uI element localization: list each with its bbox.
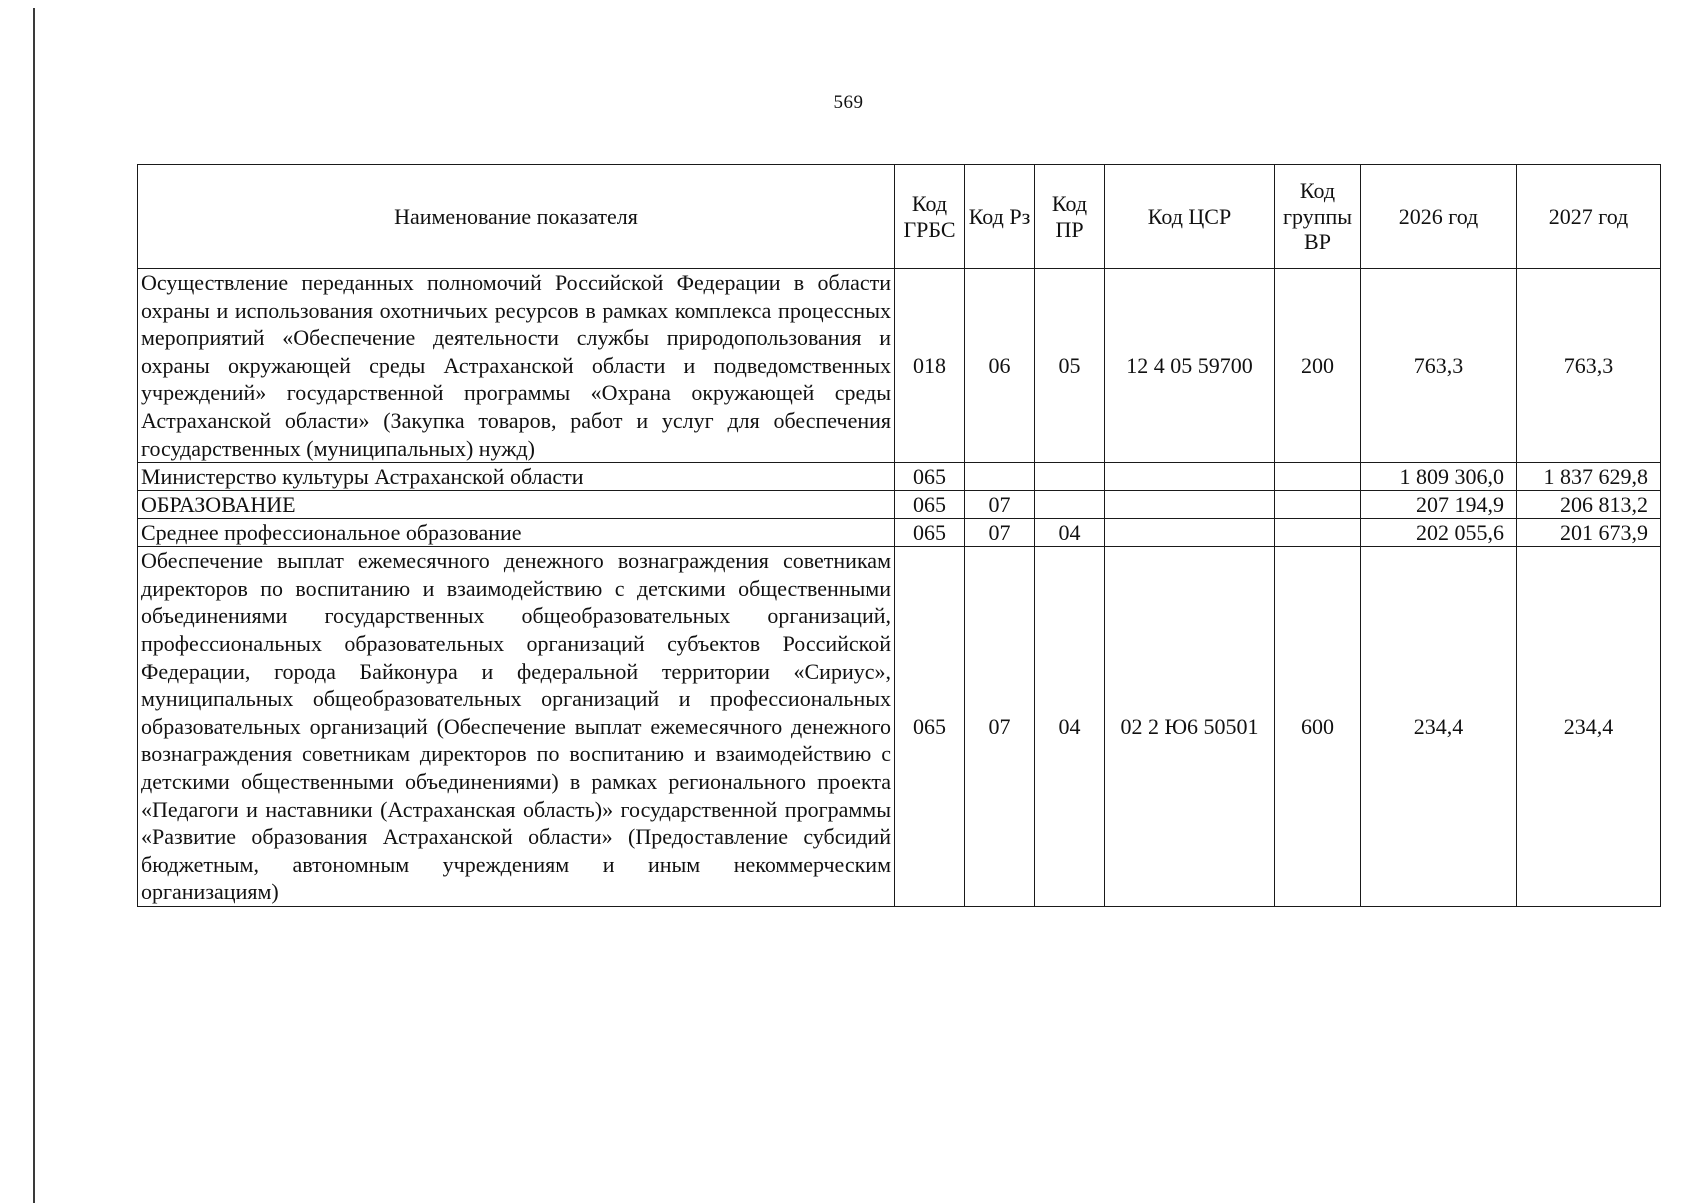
row-csr xyxy=(1105,491,1275,519)
table-row xyxy=(138,463,1661,491)
row-grbs: 018 xyxy=(895,269,965,463)
table-row xyxy=(138,547,1661,907)
row-csr: 12 4 05 59700 xyxy=(1105,269,1275,463)
row-2026: 763,3 xyxy=(1361,269,1517,463)
row-grbs: 065 xyxy=(895,519,965,547)
row-2027: 201 673,9 xyxy=(1517,519,1661,547)
row-vr: 200 xyxy=(1275,269,1361,463)
row-name: Министерство культуры Астраханской области xyxy=(138,463,895,491)
row-2026: 234,4 xyxy=(1361,547,1517,907)
header-rz: Код Рз xyxy=(965,165,1035,269)
row-name: Среднее профессиональное образование xyxy=(138,519,895,547)
table-row xyxy=(138,519,1661,547)
page-number: 569 xyxy=(833,92,864,113)
row-rz xyxy=(965,463,1035,491)
row-2027: 763,3 xyxy=(1517,269,1661,463)
row-rz: 06 xyxy=(965,269,1035,463)
row-2026: 202 055,6 xyxy=(1361,519,1517,547)
row-grbs: 065 xyxy=(895,491,965,519)
row-2027: 206 813,2 xyxy=(1517,491,1661,519)
header-csr: Код ЦСР xyxy=(1105,165,1275,269)
row-2027: 1 837 629,8 xyxy=(1517,463,1661,491)
row-rz: 07 xyxy=(965,547,1035,907)
row-vr xyxy=(1275,491,1361,519)
row-vr xyxy=(1275,519,1361,547)
row-csr xyxy=(1105,519,1275,547)
header-vr: Код группы ВР xyxy=(1275,165,1361,269)
row-vr: 600 xyxy=(1275,547,1361,907)
header-grbs: Код ГРБС xyxy=(895,165,965,269)
row-2026: 207 194,9 xyxy=(1361,491,1517,519)
row-rz: 07 xyxy=(965,519,1035,547)
budget-table xyxy=(137,164,1661,907)
row-csr xyxy=(1105,463,1275,491)
row-vr xyxy=(1275,463,1361,491)
row-pr: 05 xyxy=(1035,269,1105,463)
row-pr xyxy=(1035,463,1105,491)
row-csr: 02 2 Ю6 50501 xyxy=(1105,547,1275,907)
left-margin-line xyxy=(33,8,35,1203)
row-name: Осуществление переданных полномочий Российской Федерации в области охраны и использования охотничьих ресурсов в рамках комплекса процессных мероприятий «Обеспечение деятельности службы природопользования и охраны окружающей среды Астраханской области и подведомственных учреждений» государственной программы «Охрана окружающей среды Астраханской области» (Закупка товаров, работ и услуг для обеспечения государственных (муниципальных) нужд) xyxy=(138,269,895,463)
row-pr: 04 xyxy=(1035,519,1105,547)
header-2026: 2026 год xyxy=(1361,165,1517,269)
row-2026: 1 809 306,0 xyxy=(1361,463,1517,491)
table-header-row xyxy=(138,165,1661,269)
table-row xyxy=(138,491,1661,519)
header-2027: 2027 год xyxy=(1517,165,1661,269)
row-name: Обеспечение выплат ежемесячного денежного вознаграждения советникам директоров по воспитанию и взаимодействию с детскими общественными объединениями государственных общеобразовательных организаций, профессиональных образовательных организаций субъектов Российской Федерации, города Байконура и федеральной территории «Сириус», муниципальных общеобразовательных организаций и профессиональных образовательных организаций (Обеспечение выплат ежемесячного денежного вознаграждения советникам директоров по воспитанию и взаимодействию с детскими общественными объединениями) в рамках регионального проекта «Педагоги и наставники (Астраханская область)» государственной программы «Развитие образования Астраханской области» (Предоставление субсидий бюджетным, автономным учреждениям и иным некоммерческим организациям) xyxy=(138,547,895,907)
row-rz: 07 xyxy=(965,491,1035,519)
row-pr xyxy=(1035,491,1105,519)
row-2027: 234,4 xyxy=(1517,547,1661,907)
row-name: ОБРАЗОВАНИЕ xyxy=(138,491,895,519)
header-name: Наименование показателя xyxy=(138,165,895,269)
row-grbs: 065 xyxy=(895,463,965,491)
table-row xyxy=(138,269,1661,463)
row-pr: 04 xyxy=(1035,547,1105,907)
header-pr: Код ПР xyxy=(1035,165,1105,269)
row-grbs: 065 xyxy=(895,547,965,907)
